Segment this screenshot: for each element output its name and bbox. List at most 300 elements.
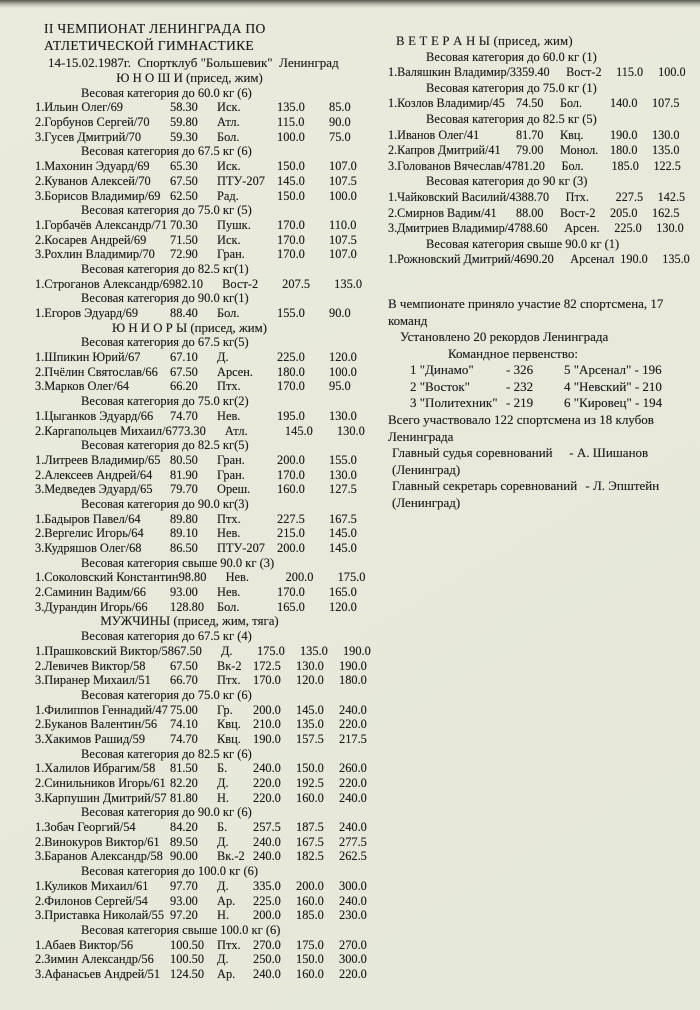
athlete-name: 1.Филиппов Геннадий/47 (35, 702, 168, 717)
athlete-club: Д. (217, 834, 229, 849)
athlete-bodyweight: 86.50 (170, 541, 198, 555)
result-value: 180.0 (610, 143, 638, 158)
result-row (35, 952, 392, 967)
result-row (35, 894, 392, 909)
result-value: 140.0 (610, 96, 638, 111)
athlete-bodyweight: 62.50 (170, 188, 198, 203)
result-row (35, 761, 392, 776)
athlete-name: 3.Пиранер Михаил/51 (35, 673, 151, 688)
athlete-club: Атл. (224, 423, 248, 438)
result-value: 240.0 (339, 790, 367, 805)
result-value: 190.0 (620, 252, 648, 267)
athlete-club: Бол. (561, 158, 584, 173)
result-row (35, 908, 392, 923)
chief-secretary-row (392, 478, 690, 495)
result-value: 127.5 (329, 482, 357, 497)
result-value: 210.0 (253, 717, 281, 732)
athlete-bodyweight: 74.10 (170, 717, 198, 732)
athlete-club: Птх. (217, 511, 241, 526)
result-value: 100.0 (329, 364, 357, 379)
result-row (35, 365, 392, 380)
scan-edge-shadow (0, 0, 700, 8)
result-value: 150.0 (296, 952, 324, 967)
result-row (388, 221, 690, 237)
weight-category-label: Весовая категория до 60.0 кг (1) (426, 49, 597, 64)
result-row (35, 306, 392, 321)
weight-category-label: Весовая категория до 67.5 кг (6) (81, 144, 252, 159)
result-row (35, 159, 392, 174)
result-value: 227.5 (277, 511, 305, 526)
athlete-bodyweight: 128.80 (170, 599, 205, 614)
result-value: 220.0 (253, 790, 281, 805)
result-row (388, 252, 690, 268)
result-value: 200.0 (277, 452, 305, 467)
result-value: 260.0 (339, 761, 367, 776)
athlete-name: 1.Абаев Виктор/56 (35, 937, 134, 952)
result-row (388, 206, 690, 222)
doc-title-line1: II ЧЕМПИОНАТ ЛЕНИНГРАДА ПО (44, 21, 266, 36)
result-value: 180.0 (339, 673, 367, 688)
athlete-club: Птх. (217, 673, 241, 688)
team-name-left: 3 "Политехник" (410, 395, 498, 411)
result-row (35, 482, 392, 497)
athlete-bodyweight: 93.00 (170, 893, 198, 908)
athlete-name: 3.Марков Олег/64 (35, 379, 130, 394)
team-standings-list (388, 362, 690, 412)
result-value: 165.0 (329, 585, 357, 600)
athlete-name: 1.Махонин Эдуард/69 (35, 159, 150, 174)
result-value: 107.5 (329, 232, 357, 247)
result-row (388, 128, 690, 144)
athlete-club: Гран. (217, 452, 245, 467)
result-value: 100.0 (658, 65, 686, 80)
result-value: 107.0 (329, 159, 357, 174)
result-row (35, 189, 392, 204)
result-row (35, 100, 392, 115)
athlete-name: 3.Кудряшов Олег/68 (35, 541, 142, 555)
result-value: 262.5 (339, 849, 367, 864)
team-name-score-right: 4 "Невский" - 210 (564, 378, 662, 394)
athlete-club: Н. (217, 790, 230, 805)
athlete-name: 3.Афанасьев Андрей/51 (35, 966, 161, 981)
athlete-bodyweight: 81.90 (170, 467, 198, 482)
result-value: 170.0 (277, 232, 305, 247)
athlete-club: Ореш. (217, 482, 251, 497)
result-value: 95.0 (329, 379, 351, 394)
athlete-name: 1.Халилов Ибрагим/58 (35, 761, 156, 776)
result-value: 175.0 (337, 570, 366, 585)
athlete-name: 2.Косарев Андрей/69 (35, 232, 147, 247)
result-value: 145.0 (329, 526, 357, 541)
result-row (35, 703, 392, 718)
athlete-name: 1.Соколовский Константин (35, 570, 179, 585)
result-row (35, 717, 392, 732)
result-value: 150.0 (277, 188, 305, 203)
weight-category-label: Весовая категория до 82.5 кг (6) (81, 746, 252, 761)
result-row (35, 938, 392, 953)
result-row (35, 277, 392, 292)
result-value: 130.0 (652, 127, 680, 142)
athlete-name: 1.Рожновский Дмитрий/46 (388, 252, 527, 267)
result-row (35, 967, 392, 982)
result-value: 172.5 (253, 658, 281, 673)
result-value: 240.0 (253, 834, 281, 849)
athlete-name: 1.Горбачёв Александр/71 (35, 217, 168, 232)
result-value: 257.5 (253, 820, 281, 835)
athlete-name: 1.Строганов Александр/69 (35, 276, 176, 291)
athlete-club: Бол. (560, 96, 583, 111)
athlete-bodyweight: 75.00 (170, 702, 198, 717)
athlete-bodyweight: 58.30 (170, 100, 198, 115)
athlete-bodyweight: 124.50 (170, 966, 205, 981)
athlete-name: 1.Литреев Владимир/65 (35, 452, 161, 467)
athlete-bodyweight: 67.10 (170, 350, 198, 365)
athlete-club: Д. (217, 776, 229, 790)
result-value: 155.0 (329, 452, 357, 467)
weight-category-label: Весовая категория до 100.0 кг (6) (81, 864, 259, 879)
athlete-name: 1.Зобач Георгий/54 (35, 820, 136, 835)
athlete-bodyweight: 88.40 (170, 306, 198, 320)
athlete-bodyweight: 59.30 (170, 129, 198, 144)
result-value: 170.0 (277, 467, 305, 482)
result-value: 107.5 (329, 173, 357, 188)
athlete-bodyweight: 88.60 (520, 221, 548, 236)
athlete-name: 2.Алексеев Андрей/64 (35, 467, 153, 482)
athlete-bodyweight: 74.70 (170, 408, 198, 423)
result-row (35, 570, 392, 585)
athlete-name: 1.Ильин Олег/69 (35, 100, 123, 115)
team-standings-row (410, 395, 690, 412)
weight-category-label: Весовая категория до 75.0 кг(2) (81, 394, 249, 409)
result-value: 120.0 (329, 599, 357, 614)
athlete-club: Ар. (217, 966, 236, 981)
result-value: 170.0 (277, 217, 305, 232)
result-value: 135.0 (652, 143, 680, 158)
athlete-bodyweight: 67.50 (173, 643, 202, 658)
result-row (35, 379, 392, 394)
athlete-club: ПТУ-207 (217, 541, 266, 555)
athlete-club: Б. (217, 820, 228, 835)
athlete-club: Гран. (217, 467, 245, 482)
weight-category-label: Весовая категория свыше 90.0 кг (3) (81, 555, 275, 570)
athlete-club: Нев. (217, 408, 241, 423)
team-name-score-right: 6 "Кировец" - 194 (564, 395, 663, 411)
team-score-left: - 326 (506, 362, 534, 378)
doc-title-line2: АТЛЕТИЧЕСКОЙ ГИМНАСТИКЕ (44, 38, 255, 53)
result-value: 200.0 (277, 541, 305, 555)
result-value: 190.0 (342, 643, 371, 658)
result-value: 130.0 (296, 658, 324, 673)
result-row (35, 512, 392, 527)
result-value: 160.0 (277, 482, 305, 497)
athlete-name: 2.Саминин Вадим/66 (35, 585, 146, 600)
athlete-name: 3.Медведев Эдуард/65 (35, 482, 153, 497)
summary-block (388, 296, 690, 512)
chief-judge-city: (Ленинград) (392, 461, 461, 477)
result-row (35, 820, 392, 835)
result-row (35, 218, 392, 233)
athlete-name: 3.Борисов Владимир/69 (35, 188, 161, 203)
chief-secretary-name: - Л. Эпштейн (585, 478, 660, 494)
result-value: 185.0 (296, 908, 324, 923)
weight-category-label: Весовая категория до 75.0 кг (6) (81, 687, 252, 702)
result-value: 122.5 (653, 158, 681, 173)
athlete-club: Д. (220, 643, 233, 658)
athlete-name: 2.Горбунов Сергей/70 (35, 115, 150, 130)
athlete-bodyweight: 100.50 (170, 952, 205, 967)
weight-category-label: Весовая категория свыше 100.0 кг (6) (81, 922, 281, 937)
athlete-bodyweight: 81.20 (517, 158, 545, 173)
result-value: 215.0 (277, 526, 305, 541)
result-value: 187.5 (296, 820, 324, 835)
athlete-bodyweight: 67.50 (170, 173, 198, 188)
result-value: 220.0 (253, 776, 281, 790)
athlete-club: Атл. (217, 115, 240, 130)
athlete-name: 1.Прашковский Виктор/58 (35, 643, 174, 658)
chief-judge-name: - А. Шишанов (569, 445, 649, 461)
result-value: 205.0 (610, 205, 638, 220)
athlete-bodyweight: 74.50 (516, 96, 544, 111)
chief-secretary-label: Главный секретарь соревнований (392, 478, 578, 494)
result-value: 120.0 (329, 350, 357, 365)
athlete-bodyweight: 71.50 (170, 232, 198, 247)
result-value: 130.0 (336, 423, 365, 438)
left-results-sections (35, 71, 392, 982)
result-row (35, 409, 392, 424)
athlete-bodyweight: 73.30 (177, 423, 206, 438)
athlete-club: Квц. (217, 731, 241, 746)
result-row (388, 190, 690, 206)
result-row (35, 585, 392, 600)
athlete-bodyweight: 90.00 (170, 849, 198, 864)
result-row (35, 233, 392, 248)
weight-category-label: Весовая категория до 90.0 кг(1) (81, 291, 249, 306)
athlete-bodyweight: 84.20 (170, 820, 198, 835)
result-row (35, 424, 392, 439)
athlete-bodyweight: 82.20 (170, 776, 198, 790)
result-value: 220.0 (339, 776, 367, 790)
athlete-bodyweight: 79.00 (516, 143, 544, 158)
athlete-bodyweight: 72.90 (170, 247, 198, 262)
veterans-results-section (388, 34, 690, 268)
weight-category-label: Весовая категория до 75.0 кг (5) (81, 203, 252, 218)
result-row (35, 453, 392, 468)
athlete-club: Гр. (217, 702, 233, 717)
athlete-club: Пушк. (217, 217, 251, 232)
athlete-name: 1.Егоров Эдуард/69 (35, 306, 139, 320)
result-value: 190.0 (253, 731, 281, 746)
athlete-name: 2.Левичев Виктор/58 (35, 658, 146, 673)
result-value: 135.0 (662, 252, 690, 267)
result-value: 150.0 (296, 761, 324, 776)
result-value: 240.0 (339, 702, 367, 717)
athlete-name: 3.Баранов Александр/58 (35, 849, 163, 864)
chief-secretary-city: (Ленинград) (392, 495, 461, 511)
result-value: 200.0 (253, 908, 281, 923)
result-value: 240.0 (339, 820, 367, 835)
result-value: 145.0 (296, 702, 324, 717)
athlete-bodyweight: 97.70 (170, 878, 198, 893)
athlete-club: Вк-2 (217, 658, 242, 673)
athlete-name: 2.Зимин Александр/56 (35, 952, 154, 967)
result-value: 157.5 (296, 731, 324, 746)
result-value: 110.0 (329, 217, 357, 232)
athlete-bodyweight: 59.80 (170, 115, 198, 130)
team-standings-title: Командное первенство: (448, 345, 579, 361)
result-row (35, 791, 392, 806)
athlete-name: 1.Шпикин Юрий/67 (35, 350, 141, 365)
result-row (35, 879, 392, 894)
athlete-club: Иск. (217, 159, 241, 174)
result-row (35, 247, 392, 262)
result-value: 75.0 (329, 129, 351, 144)
result-value: 90.0 (329, 306, 351, 320)
athlete-name: 3.Карпушин Дмитрий/57 (35, 790, 167, 805)
athlete-bodyweight: 65.30 (170, 159, 198, 174)
result-value: 170.0 (253, 673, 281, 688)
result-value: 160.0 (296, 790, 324, 805)
athlete-club: Вост-2 (560, 205, 596, 220)
result-value: 185.0 (611, 158, 639, 173)
result-value: 207.5 (282, 276, 311, 291)
weight-category-label: Весовая категория до 67.5 кг (4) (81, 629, 252, 644)
participation-line2: команд (388, 312, 428, 328)
athlete-name: 3.Дмитриев Владимир/47 (388, 221, 521, 236)
athlete-club: Н. (217, 908, 230, 923)
athlete-name: 3.Гусев Дмитрий/70 (35, 129, 142, 144)
result-value: 135.0 (296, 717, 324, 732)
result-value: 130.0 (329, 408, 357, 423)
athlete-name: 3.Рохлин Владимир/70 (35, 247, 155, 262)
result-value: 300.0 (339, 952, 367, 967)
result-value: 230.0 (339, 908, 367, 923)
result-value: 270.0 (253, 937, 281, 952)
result-value: 165.0 (277, 599, 305, 614)
team-score-left: - 232 (506, 378, 534, 394)
athlete-name: 1.Бадыров Павел/64 (35, 511, 141, 526)
athlete-name: 1.Куликов Михаил/61 (35, 878, 149, 893)
weight-category-label: Весовая категория до 82.5 кг (5) (426, 111, 597, 126)
athlete-club: Арсен. (217, 364, 254, 379)
athlete-club: Гран. (217, 247, 245, 262)
result-value: 300.0 (339, 878, 367, 893)
result-value: 120.0 (296, 673, 324, 688)
athlete-club: Иск. (217, 100, 241, 115)
result-row (35, 644, 392, 659)
result-value: 190.0 (610, 127, 638, 142)
athlete-bodyweight: 90.20 (526, 252, 554, 267)
result-value: 115.0 (616, 65, 644, 80)
section-heading: МУЖЧИНЫ (присед, жим, тяга) (100, 614, 279, 629)
weight-category-label: Весовая категория до 82.5 кг(1) (81, 261, 249, 276)
result-value: 225.0 (614, 221, 642, 236)
athlete-club: Ар. (217, 893, 236, 908)
result-value: 277.5 (339, 834, 367, 849)
result-value: 90.0 (329, 115, 351, 130)
result-row (35, 541, 392, 556)
athlete-bodyweight: 81.70 (516, 127, 544, 142)
athlete-name: 1.Валяшкин Владимир/33 (388, 65, 523, 80)
athlete-bodyweight: 80.50 (170, 452, 198, 467)
result-value: 107.0 (329, 247, 357, 262)
chief-judge-label: Главный судья соревнований (392, 445, 553, 461)
result-value: 135.0 (334, 276, 363, 291)
result-value: 107.5 (652, 96, 680, 111)
athlete-name: 3.Голованов Вячеслав/47 (388, 158, 518, 173)
athlete-bodyweight: 67.50 (170, 364, 198, 379)
athlete-bodyweight: 70.30 (170, 217, 198, 232)
result-value: 130.0 (656, 221, 684, 236)
athlete-club: Нев. (217, 585, 241, 600)
right-column (388, 34, 690, 512)
athlete-bodyweight: 97.20 (170, 908, 198, 923)
athlete-club: Птх. (565, 189, 589, 204)
team-name-left: 1 "Динамо" (410, 362, 474, 378)
athlete-club: Вост-2 (566, 65, 602, 80)
athlete-name: 3.Приставка Николай/55 (35, 908, 165, 923)
athlete-club: ПТУ-207 (217, 173, 266, 188)
result-row (35, 835, 392, 850)
athlete-club: Птх. (217, 379, 241, 394)
athlete-bodyweight: 66.20 (170, 379, 198, 394)
athlete-club: Птх. (217, 937, 241, 952)
athlete-club: Бол. (217, 306, 240, 320)
athlete-club: Б. (217, 761, 228, 776)
participation-line1: В чемпионате приняло участие 82 спортсмена, 17 (388, 295, 664, 311)
result-value: 145.0 (284, 423, 313, 438)
team-name-score-right: 5 "Арсенал" - 196 (564, 362, 662, 378)
athlete-name: 2.Синильников Игорь/61 (35, 776, 166, 790)
result-value: 175.0 (296, 937, 324, 952)
result-value: 170.0 (277, 379, 305, 394)
athlete-bodyweight: 81.50 (170, 761, 198, 776)
athlete-bodyweight: 98.80 (178, 570, 207, 585)
result-value: 135.0 (277, 100, 305, 115)
result-value: 190.0 (339, 658, 367, 673)
result-value: 240.0 (253, 761, 281, 776)
result-value: 175.0 (256, 643, 285, 658)
result-value: 167.5 (296, 834, 324, 849)
athlete-name: 3.Хакимов Рашид/59 (35, 731, 146, 746)
result-row (35, 600, 392, 615)
result-value: 145.0 (329, 541, 357, 555)
result-row (35, 174, 392, 189)
weight-category-label: Весовая категория до 90.0 кг (6) (81, 805, 252, 820)
result-value: 250.0 (253, 952, 281, 967)
weight-category-label: Весовая категория до 90 кг (3) (426, 174, 588, 189)
result-value: 85.0 (329, 100, 351, 115)
athlete-bodyweight: 89.50 (170, 834, 198, 849)
athlete-club: Рад. (217, 188, 239, 203)
result-value: 200.0 (253, 702, 281, 717)
athlete-club: Квц. (560, 127, 584, 142)
result-value: 135.0 (299, 643, 328, 658)
result-row (35, 849, 392, 864)
result-value: 195.0 (277, 408, 305, 423)
result-value: 227.5 (615, 189, 644, 204)
result-value: 225.0 (277, 350, 305, 365)
result-value: 270.0 (339, 937, 367, 952)
athlete-name: 2.Филонов Сергей/54 (35, 893, 148, 908)
result-row (388, 143, 690, 159)
result-value: 145.0 (277, 173, 305, 188)
result-row (35, 659, 392, 674)
result-value: 150.0 (277, 159, 305, 174)
chief-judge-row (392, 445, 690, 462)
total-participants-line1: Всего участвовало 122 спортсмена из 18 клубов (388, 412, 654, 428)
athlete-club: Бол. (217, 129, 240, 144)
athlete-bodyweight: 67.50 (170, 658, 198, 673)
